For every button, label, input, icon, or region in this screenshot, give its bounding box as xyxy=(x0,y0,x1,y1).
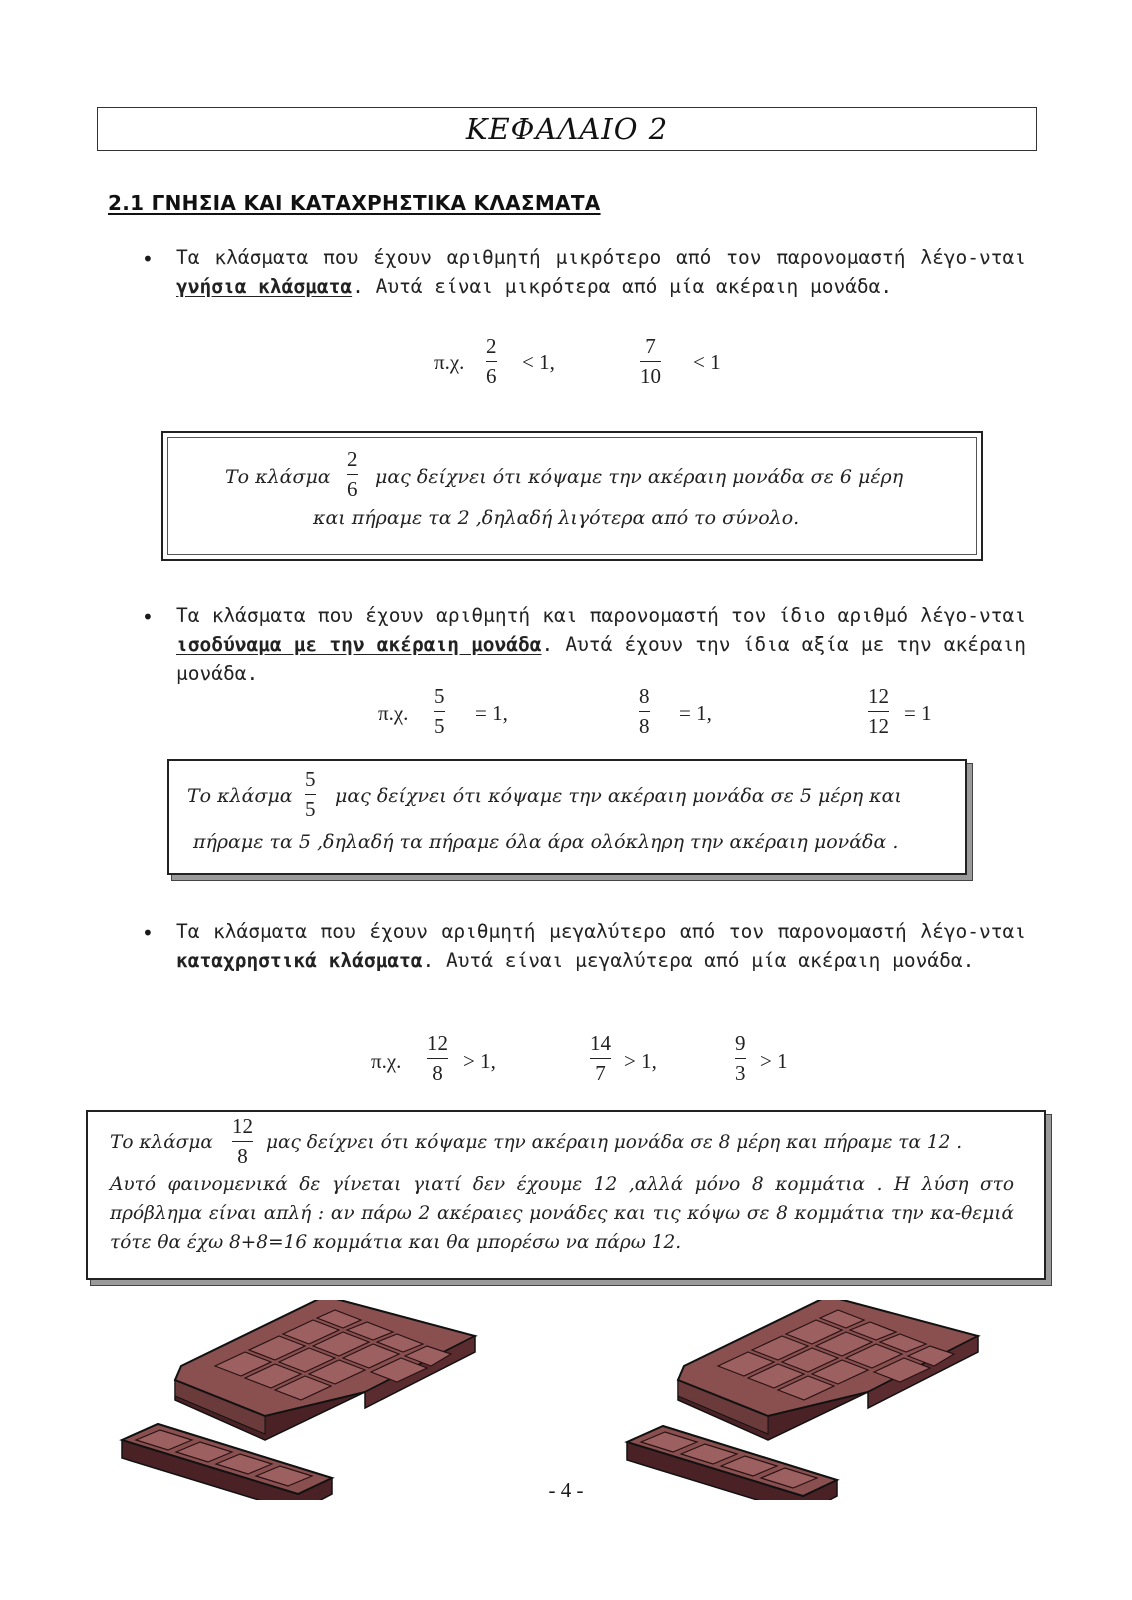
example-prefix: π.χ. xyxy=(434,350,465,374)
chapter-heading-box xyxy=(97,107,1037,151)
chocolate-bar-left xyxy=(175,1300,475,1440)
fraction: 12 8 xyxy=(232,1114,253,1168)
chocolate-illustration xyxy=(0,1300,1132,1500)
example-relation: > 1, xyxy=(463,1049,496,1073)
chapter-title: ΚΕΦΑΛΑΙΟ 2 xyxy=(465,112,669,146)
bullet-icon: • xyxy=(142,921,154,945)
example-prefix: π.χ. xyxy=(378,701,409,725)
bullet-icon: • xyxy=(142,247,154,271)
fraction: 9 3 xyxy=(735,1031,746,1085)
example-relation: = 1, xyxy=(679,701,712,725)
example-relation: = 1 xyxy=(904,701,932,725)
note-box-equal: Το κλάσμα 5 5 μας δείχνει ότι κόψαμε την ακέραιη μονάδα σε 5 μέρη και πήραμε τα 5 ,δηλαδή τα πήραμε όλα άρα ολόκληρη την ακέραιη μονάδα . xyxy=(167,759,967,875)
equal-paragraph: Τα κλάσματα που έχουν αριθμητή και παρονομαστή τον ίδιο αριθμό λέγο-νται ισοδύναμα με την ακέραιη μονάδα. Αυτά έχουν την ίδια αξία με την ακέραιη μονάδα. xyxy=(176,604,1026,685)
example-prefix: π.χ. xyxy=(371,1049,402,1073)
fraction: 7 10 xyxy=(640,334,661,388)
improper-term: καταχρηστικά κλάσματα xyxy=(176,949,423,972)
fraction: 12 12 xyxy=(868,684,889,738)
proper-term: γνήσια κλάσματα xyxy=(176,275,353,298)
fraction: 12 8 xyxy=(427,1031,448,1085)
example-relation: < 1, xyxy=(522,350,555,374)
example-relation: = 1, xyxy=(475,701,508,725)
chocolate-bar-right xyxy=(678,1300,978,1440)
improper-paragraph: Τα κλάσματα που έχουν αριθμητή μεγαλύτερο από τον παρονομαστή λέγο-νται καταχρηστικά κλάσματα. Αυτά είναι μεγαλύτερα από μία ακέραιη μονάδα. xyxy=(176,920,1026,972)
example-relation: > 1 xyxy=(760,1049,788,1073)
equal-term: ισοδύναμα με την ακέραιη μονάδα xyxy=(176,633,542,656)
note-box-proper: Το κλάσμα 2 6 μας δείχνει ότι κόψαμε την ακέραιη μονάδα σε 6 μέρη και πήραμε τα 2 ,δηλαδή λιγότερα από το σύνολο. xyxy=(161,431,983,561)
section-title: 2.1 ΓΝΗΣΙΑ ΚΑΙ ΚΑΤΑΧΡΗΣΤΙΚΑ ΚΛΑΣΜΑΤΑ xyxy=(108,191,601,215)
fraction: 2 6 xyxy=(486,334,497,388)
fraction: 8 8 xyxy=(639,684,650,738)
example-relation: > 1, xyxy=(624,1049,657,1073)
page-number: - 4 - xyxy=(548,1478,584,1502)
fraction: 2 6 xyxy=(347,447,358,501)
example-relation: < 1 xyxy=(693,350,721,374)
proper-paragraph: Τα κλάσματα που έχουν αριθμητή μικρότερο από τον παρονομαστή λέγο-νται γνήσια κλάσματα. Αυτά είναι μικρότερα από μία ακέραιη μονάδα. xyxy=(176,246,1026,298)
fraction: 5 5 xyxy=(305,767,316,821)
bullet-icon: • xyxy=(142,605,154,629)
note-box-improper: Το κλάσμα 12 8 μας δείχνει ότι κόψαμε την ακέραιη μονάδα σε 8 μέρη και πήραμε τα 12 . Αυτό φαινομενικά δε γίνεται γιατί δεν έχουμε 12 ,αλλά μόνο 8 κομμάτια . Η λύση στο πρόβλημα είναι απλή : αν πάρω 2 ακέραιες μονάδες και τις κόψω σε 8 κομμάτια την κα-θεμιά τότε θα έχω 8+8=16 κομμάτια και θα μπορέσω να πάρω 12. xyxy=(86,1110,1046,1280)
fraction: 14 7 xyxy=(590,1031,611,1085)
fraction: 5 5 xyxy=(434,684,445,738)
